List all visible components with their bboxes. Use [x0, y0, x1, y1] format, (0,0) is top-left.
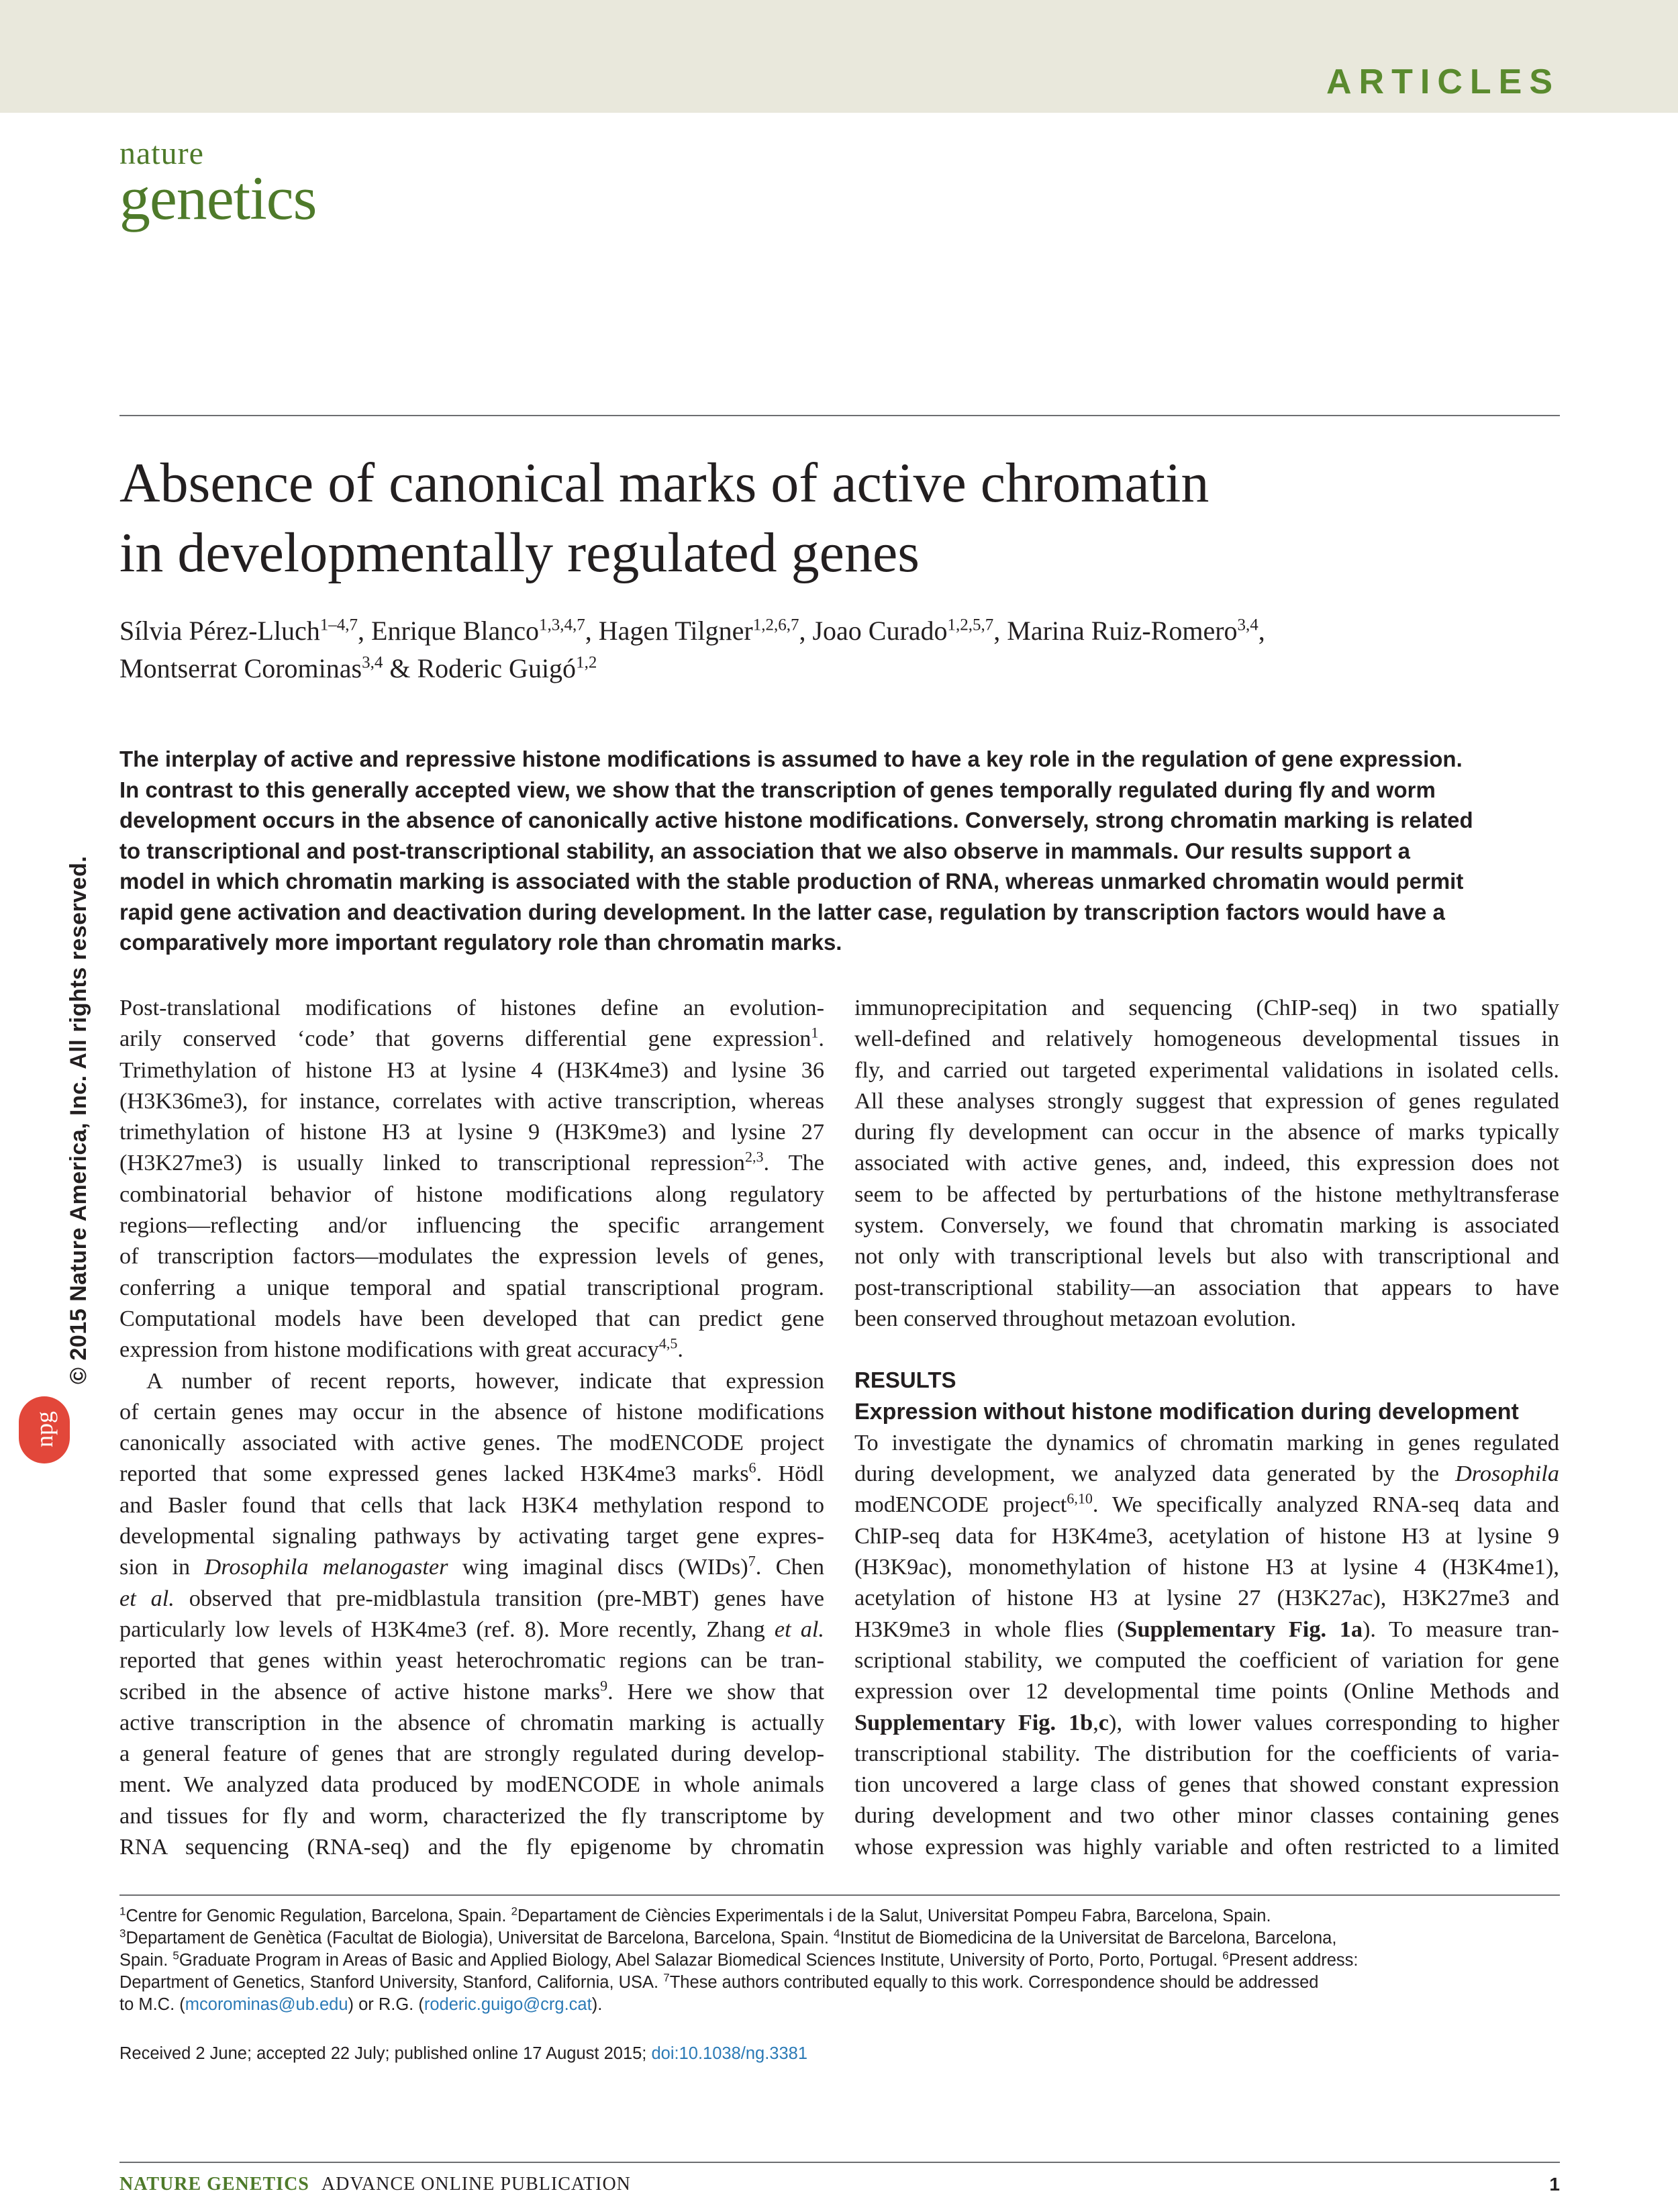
- species-name: Drosophila: [1455, 1461, 1559, 1487]
- body-text: ). To measure tran-: [1363, 1616, 1559, 1642]
- body-text: .: [818, 1026, 824, 1052]
- body-line: Trimethylation of histone H3 at lysine 4 (H3K4me3) and lysine 36: [119, 1057, 824, 1083]
- body-text: reported that some expressed genes lacked H3K4me3 marks: [119, 1461, 749, 1487]
- body-line: A number of recent reports, however, indicate that expression: [146, 1367, 824, 1394]
- body-text: H3K9me3 in whole flies (: [854, 1616, 1125, 1642]
- affiliation-line: [119, 1905, 1560, 1927]
- body-line: [119, 1551, 824, 1582]
- affiliation-number: 6: [1222, 1949, 1229, 1962]
- affiliation-text: These authors contributed equally to this work. Correspondence should be addressed: [669, 1973, 1319, 1992]
- reference-link[interactable]: 1: [811, 1024, 819, 1041]
- author-affiliation-ref: 1,2: [576, 653, 597, 672]
- body-line: well-defined and relatively homogeneous developmental tissues in: [854, 1026, 1559, 1052]
- copyright-notice: © 2015 Nature America, Inc. All rights reserved.: [66, 855, 91, 1384]
- body-text: . Chen: [755, 1554, 824, 1580]
- abstract-line: In contrast to this generally accepted view, we show that the transcription of genes temporally regulated during fly and worm: [119, 777, 1436, 802]
- body-line: [119, 1583, 824, 1614]
- results-heading: RESULTS: [854, 1367, 956, 1393]
- body-text: during development, we analyzed data generated by the: [854, 1461, 1455, 1487]
- affiliations: [119, 1905, 1560, 2016]
- logo-nature-text: nature: [119, 136, 204, 171]
- doi-link[interactable]: doi:10.1038/ng.3381: [651, 2044, 808, 2063]
- body-line: [119, 1676, 824, 1707]
- author-line: [119, 650, 1560, 687]
- supplementary-link[interactable]: c: [1098, 1709, 1109, 1735]
- supplementary-link[interactable]: Supplementary Fig. 1b: [854, 1709, 1093, 1735]
- body-line: fly, and carried out targeted experimental validations in isolated cells.: [854, 1057, 1559, 1083]
- body-line: during fly development can occur in the absence of marks typically: [854, 1119, 1559, 1145]
- affiliation-text: Spain.: [119, 1951, 173, 1970]
- reference-link[interactable]: 6,10: [1067, 1490, 1093, 1508]
- title-divider: [119, 415, 1560, 416]
- author-affiliation-ref: 1,2,5,7: [947, 616, 994, 634]
- affiliations-divider: [119, 1894, 1560, 1896]
- body-text: ), with lower values corresponding to higher: [1109, 1709, 1559, 1735]
- body-line: acetylation of histone H3 at lysine 27 (H3K27ac), H3K27me3 and: [854, 1585, 1559, 1611]
- body-line: expression over 12 developmental time points (Online Methods and: [854, 1678, 1559, 1704]
- title-line: in developmentally regulated genes: [119, 522, 920, 584]
- affiliation-text: Centre for Genomic Regulation, Barcelona, Spain.: [126, 1907, 511, 1925]
- body-line: and Basler found that cells that lack H3K4 methylation respond to: [119, 1492, 824, 1518]
- author-line: [119, 612, 1560, 650]
- body-text: arily conserved ‘code’ that governs differential gene expression: [119, 1026, 811, 1052]
- body-line: transcriptional stability. The distribution for the coefficients of varia-: [854, 1740, 1559, 1766]
- author-name: Sílvia Pérez-Lluch: [119, 616, 320, 646]
- body-line: Post-translational modifications of histones define an evolution-: [119, 995, 824, 1020]
- affiliation-number: 5: [172, 1949, 179, 1962]
- body-text: (H3K27me3) is usually linked to transcriptional repression: [119, 1150, 745, 1176]
- journal-logo[interactable]: [119, 136, 317, 232]
- reference-link[interactable]: 6: [748, 1459, 756, 1477]
- body-line: To investigate the dynamics of chromatin marking in genes regulated: [854, 1429, 1559, 1455]
- affiliation-text: Department of Genetics, Stanford University, Stanford, California, USA.: [119, 1973, 664, 1992]
- author-name: Enrique Blanco: [371, 616, 539, 646]
- body-text: expression from histone modifications with great accuracy: [119, 1337, 659, 1363]
- body-text: wing imaginal discs (WIDs): [448, 1554, 748, 1580]
- publication-history: [119, 2042, 807, 2065]
- body-line: scriptional stability, we computed the coefficient of variation for gene: [854, 1647, 1559, 1673]
- author-name: Montserrat Corominas: [119, 653, 362, 683]
- abstract: [119, 744, 1556, 958]
- body-line: and tissues for fly and worm, characterized the fly transcriptome by: [119, 1802, 824, 1829]
- affiliation-line: [119, 1972, 1560, 1994]
- body-line: been conserved throughout metazoan evolution.: [854, 1305, 1297, 1331]
- body-line: ChIP-seq data for H3K4me3, acetylation of histone H3 at lysine 9: [854, 1523, 1559, 1549]
- email-link[interactable]: roderic.guigo@crg.cat: [424, 1995, 592, 2014]
- author-name: Hagen Tilgner: [598, 616, 753, 646]
- body-line: ment. We analyzed data produced by modENCODE in whole animals: [119, 1772, 824, 1798]
- body-line: [854, 1614, 1559, 1645]
- footer-journal-name: NATURE GENETICS: [119, 2174, 309, 2195]
- body-line: combinatorial behavior of histone modifications along regulatory: [119, 1181, 824, 1207]
- author-list: [119, 612, 1560, 687]
- body-text: . We specifically analyzed RNA-seq data and: [1092, 1492, 1560, 1518]
- body-line: [119, 1023, 824, 1054]
- body-text: scribed in the absence of active histone marks: [119, 1678, 601, 1704]
- body-line: tion uncovered a large class of genes that showed constant expression: [854, 1772, 1559, 1798]
- correspondence-text: to M.C. (: [119, 1995, 185, 2014]
- body-text: . Hödl: [756, 1461, 824, 1487]
- author-affiliation-ref: 3,4: [362, 653, 383, 672]
- page-number: 1: [1549, 2174, 1560, 2195]
- et-al: et al.: [119, 1585, 175, 1611]
- author-separator: ,: [799, 616, 813, 646]
- body-text: . The: [763, 1150, 824, 1176]
- footer-publication: ADVANCE ONLINE PUBLICATION: [321, 2174, 631, 2195]
- body-line: RNA sequencing (RNA-seq) and the fly epigenome by chromatin: [119, 1834, 824, 1860]
- body-line: (H3K9ac), monomethylation of histone H3 at lysine 4 (H3K4me1),: [854, 1554, 1559, 1580]
- affiliation-text: Departament de Ciències Experimentals i de la Salut, Universitat Pompeu Fabra, Barcelona, Spain.: [517, 1907, 1271, 1925]
- affiliation-number: 1: [119, 1905, 126, 1918]
- body-line: during development and two other minor classes containing genes: [854, 1802, 1559, 1829]
- author-separator: ,: [358, 616, 372, 646]
- reference-link[interactable]: 4,5: [658, 1335, 678, 1352]
- body-line: [119, 1334, 824, 1365]
- body-text: modENCODE project: [854, 1492, 1067, 1518]
- affiliation-line: [119, 1927, 1560, 1950]
- author-separator: &: [383, 653, 417, 683]
- author-affiliation-ref: 3,4: [1237, 616, 1258, 634]
- paragraph-gap: [854, 1334, 1559, 1365]
- author-separator: ,: [585, 616, 599, 646]
- body-line: of certain genes may occur in the absence of histone modifications: [119, 1398, 824, 1425]
- body-line: post-transcriptional stability—an association that appears to have: [854, 1274, 1559, 1300]
- body-line: reported that genes within yeast heterochromatic regions can be tran-: [119, 1647, 824, 1674]
- body-line: canonically associated with active genes. The modENCODE project: [119, 1430, 824, 1456]
- author-separator: ,: [993, 616, 1007, 646]
- affiliation-line: [119, 1994, 1560, 2016]
- abstract-line: model in which chromatin marking is associated with the stable production of RNA, whereas unmarked chromatin would permit: [119, 869, 1464, 894]
- body-line: [119, 1614, 824, 1645]
- logo-genetics-text: genetics: [119, 164, 317, 232]
- author-affiliation-ref: 1,3,4,7: [538, 616, 585, 634]
- body-text: .: [677, 1337, 683, 1363]
- body-line: regions—reflecting and/or influencing the specific arrangement: [119, 1212, 824, 1239]
- title-line: Absence of canonical marks of active chromatin: [119, 452, 1210, 514]
- affiliation-text: Present address:: [1228, 1951, 1359, 1970]
- body-line: [119, 1458, 824, 1489]
- abstract-line: rapid gene activation and deactivation during development. In the latter case, regulation by transcription factors would have a: [119, 899, 1445, 924]
- author-separator: ,: [1258, 616, 1265, 646]
- body-line: developmental signaling pathways by activating target gene expres-: [119, 1523, 824, 1549]
- et-al: et al.: [774, 1616, 824, 1642]
- email-link[interactable]: mcorominas@ub.edu: [185, 1995, 348, 2014]
- body-line: [854, 1707, 1559, 1738]
- body-line: of transcription factors—modulates the expression levels of genes,: [119, 1243, 824, 1269]
- body-text: observed that pre-midblastula transition (pre-MBT) genes have: [189, 1585, 825, 1611]
- abstract-line: The interplay of active and repressive histone modifications is assumed to have a key role in the regulation of gene expression.: [119, 747, 1463, 771]
- affiliation-text: Graduate Program in Areas of Basic and Applied Biology, Abel Salazar Biomedical Sciences Institute, University of Porto, Porto, Portugal.: [179, 1951, 1223, 1970]
- article-title: [119, 448, 1560, 588]
- body-line: immunoprecipitation and sequencing (ChIP-seq) in two spatially: [854, 995, 1559, 1020]
- affiliation-line: [119, 1950, 1560, 1972]
- npg-logo: [19, 1396, 70, 1463]
- affiliation-number: 2: [511, 1905, 517, 1918]
- body-text: particularly low levels of H3K4me3 (ref. 8). More recently, Zhang: [119, 1616, 775, 1642]
- body-column-right: [854, 992, 1559, 1862]
- affiliation-text: Departament de Genètica (Facultat de Biologia), Universitat de Barcelona, Barcelona, Spain.: [126, 1929, 834, 1947]
- body-text: . Here we show that: [607, 1678, 824, 1704]
- received-text: Received 2 June; accepted 22 July; published online 17 August 2015;: [119, 2044, 652, 2063]
- body-line: not only with transcriptional levels but also with transcriptional and: [854, 1243, 1559, 1269]
- reference-link[interactable]: 7: [748, 1552, 756, 1570]
- body-line: seem to be affected by perturbations of the histone methyltransferase: [854, 1181, 1559, 1207]
- abstract-line: to transcriptional and post-transcriptional stability, an association that we also observe in mammals. Our results support a: [119, 838, 1410, 863]
- author-affiliation-ref: 1,2,6,7: [752, 616, 799, 634]
- body-line: trimethylation of histone H3 at lysine 9 (H3K9me3) and lysine 27: [119, 1119, 824, 1145]
- body-line: [854, 1458, 1559, 1489]
- affiliation-number: 3: [119, 1927, 126, 1940]
- body-line: [119, 1147, 824, 1178]
- body-line: active transcription in the absence of chromatin marking is actually: [119, 1709, 824, 1735]
- section-subheading: Expression without histone modification during development: [854, 1398, 1519, 1425]
- body-text: ,: [1093, 1709, 1099, 1735]
- abstract-line: development occurs in the absence of canonically active histone modifications. Conversely, strong chromatin marking is related: [119, 808, 1473, 832]
- body-line: a general feature of genes that are strongly regulated during develop-: [119, 1741, 824, 1767]
- species-name: Drosophila melanogaster: [204, 1554, 448, 1580]
- body-line: All these analyses strongly suggest that expression of genes regulated: [854, 1088, 1559, 1114]
- author-name: Roderic Guigó: [417, 653, 577, 683]
- author-affiliation-ref: 1–4,7: [319, 616, 358, 634]
- body-column-left: [119, 992, 824, 1862]
- reference-link[interactable]: 2,3: [744, 1149, 764, 1166]
- affiliation-number: 7: [663, 1971, 670, 1984]
- affiliation-number: 4: [834, 1927, 840, 1940]
- correspondence-text: ).: [591, 1995, 603, 2014]
- body-line: system. Conversely, we found that chromatin marking is associated: [854, 1212, 1559, 1239]
- body-line: associated with active genes, and, indeed, this expression does not: [854, 1150, 1559, 1176]
- abstract-line: comparatively more important regulatory role than chromatin marks.: [119, 930, 842, 955]
- reference-link[interactable]: 9: [600, 1677, 608, 1694]
- author-name: Marina Ruiz-Romero: [1007, 616, 1238, 646]
- body-line: [854, 1489, 1559, 1520]
- footer-journal: [119, 2172, 631, 2197]
- footer-divider: [119, 2162, 1560, 2163]
- body-line: Computational models have been developed that can predict gene: [119, 1305, 824, 1331]
- affiliation-text: Institut de Biomedicina de la Universitat de Barcelona, Barcelona,: [840, 1929, 1337, 1947]
- section-label: ARTICLES: [1326, 62, 1560, 101]
- author-name: Joao Curado: [812, 616, 948, 646]
- supplementary-link[interactable]: Supplementary Fig. 1a: [1124, 1616, 1363, 1642]
- body-line: (H3K36me3), for instance, correlates with active transcription, whereas: [119, 1088, 824, 1114]
- body-line: conferring a unique temporal and spatial transcriptional program.: [119, 1274, 824, 1300]
- body-text: sion in: [119, 1554, 205, 1580]
- npg-logo-text: npg: [31, 1411, 58, 1447]
- body-line: whose expression was highly variable and often restricted to a limited: [854, 1833, 1559, 1860]
- correspondence-text: ) or R.G. (: [348, 1995, 424, 2014]
